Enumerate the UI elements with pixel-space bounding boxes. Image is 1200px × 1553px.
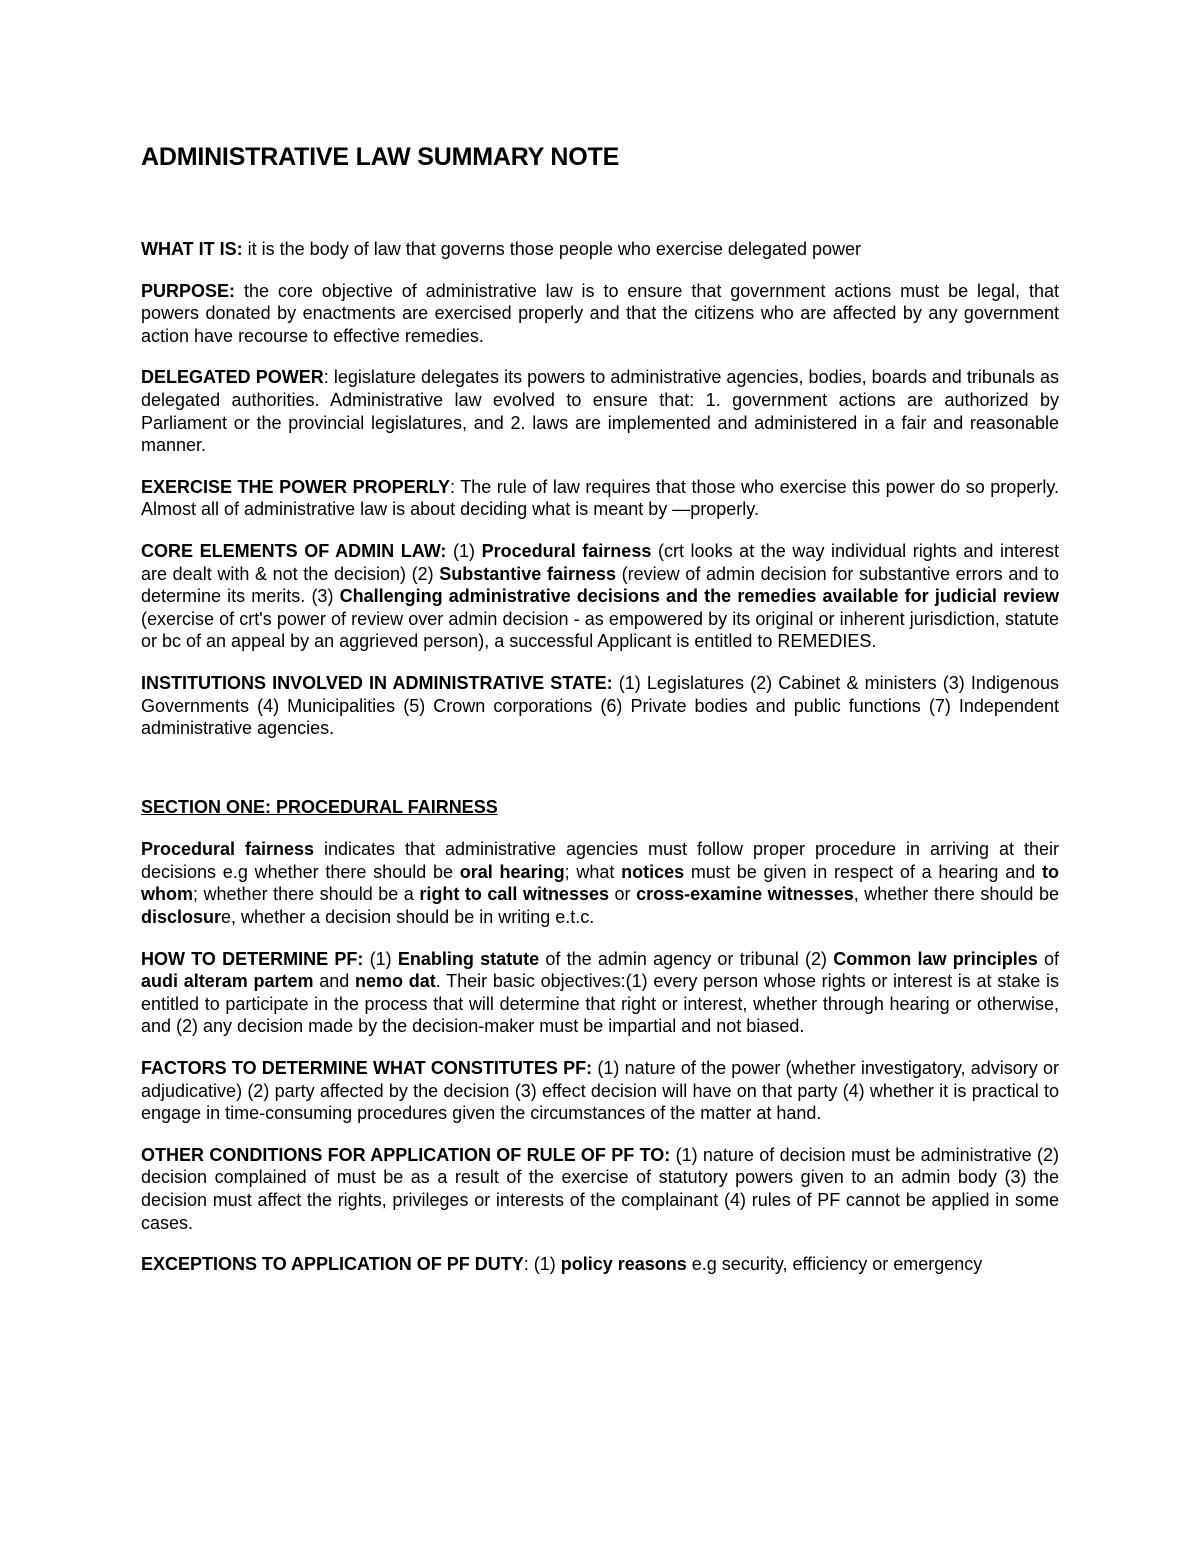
- paragraph-what-it-is: WHAT IT IS: it is the body of law that governs those people who exercise delegated power: [141, 239, 862, 259]
- intro-section: [141, 238, 1059, 740]
- paragraph-delegated-power: DELEGATED POWER: legislature delegates its powers to administrative agencies, bodies, boards and tribunals as delegated authorities. Administrative law evolved to ensure that: 1. government actions are authorized by Parliament or the provincial legislatures, and 2. laws are implemented and administered in a fair and reasonable manner.: [141, 367, 1060, 456]
- paragraph-factors: FACTORS TO DETERMINE WHAT CONSTITUTES PF: (1) nature of the power (whether investigatory, advisory or adjudicative) (2) party affected by the decision (3) effect decision will have on that party (4) whether it is practical to engage in time-consuming procedures given the circumstances of the matter at hand.: [141, 1058, 1060, 1124]
- paragraph-core-elements: CORE ELEMENTS OF ADMIN LAW: (1) Procedural fairness (crt looks at the way individual rights and interest are dealt with & not the decision) (2) Substantive fairness (review of admin decision for substantive errors and to determine its merits. (3) Challenging administrative decisions and the remedies available for judicial review (exercise of crt's power of review over admin decision - as empowered by its original or inherent jurisdiction, statute or bc of an appeal by an aggrieved person), a successful Applicant is entitled to REMEDIES.: [141, 540, 1060, 652]
- paragraph-exercise-properly: EXERCISE THE POWER PROPERLY: The rule of law requires that those who exercise this power do so properly. Almost all of administrative law is about deciding what is meant by —properly.: [141, 476, 1059, 520]
- document-page: [141, 140, 1059, 1295]
- paragraph-how-to-determine: HOW TO DETERMINE PF: (1) Enabling statute of the admin agency or tribunal (2) Common law principles of audi alteram partem and nemo dat. Their basic objectives:(1) every person whose rights or interest is at stake is entitled to participate in the process that will determine that right or interest, whether through hearing or otherwise, and (2) any decision made by the decision-maker must be impartial and not biased.: [141, 948, 1059, 1037]
- paragraph-pf-definition: Procedural fairness indicates that administrative agencies must follow proper procedure in arriving at their decisions e.g whether there should be oral hearing; what notices must be given in respect of a hearing and to whom; whether there should be a right to call witnesses or cross-examine witnesses, whether there should be disclosure, whether a decision should be in writing e.t.c.: [141, 839, 1060, 928]
- document-title: ADMINISTRATIVE LAW SUMMARY NOTE: [141, 143, 620, 171]
- paragraph-other-conditions: OTHER CONDITIONS FOR APPLICATION OF RULE OF PF TO: (1) nature of decision must be administrative (2) decision complained of must be as a result of the exercise of statutory powers given to an admin body (3) the decision must affect the rights, privileges or interests of the complainant (4) rules of PF cannot be applied in some cases.: [141, 1144, 1059, 1233]
- section-heading: SECTION ONE: PROCEDURAL FAIRNESS: [141, 796, 498, 817]
- paragraph-exceptions: EXCEPTIONS TO APPLICATION OF PF DUTY: (1) policy reasons e.g security, efficiency or emergency: [141, 1254, 983, 1275]
- paragraph-institutions: INSTITUTIONS INVOLVED IN ADMINISTRATIVE STATE: (1) Legislatures (2) Cabinet & ministers (3) Indigenous Governments (4) Municipalities (5) Crown corporations (6) Private bodies and public functions (7) Independent administrative agencies.: [141, 672, 1060, 739]
- paragraph-purpose: PURPOSE: the core objective of administrative law is to ensure that government actions must be legal, that powers donated by enactments are exercised properly and that the citizens who are affected by any government action have recourse to effective remedies.: [141, 280, 1059, 346]
- section-one: [141, 838, 1059, 1276]
